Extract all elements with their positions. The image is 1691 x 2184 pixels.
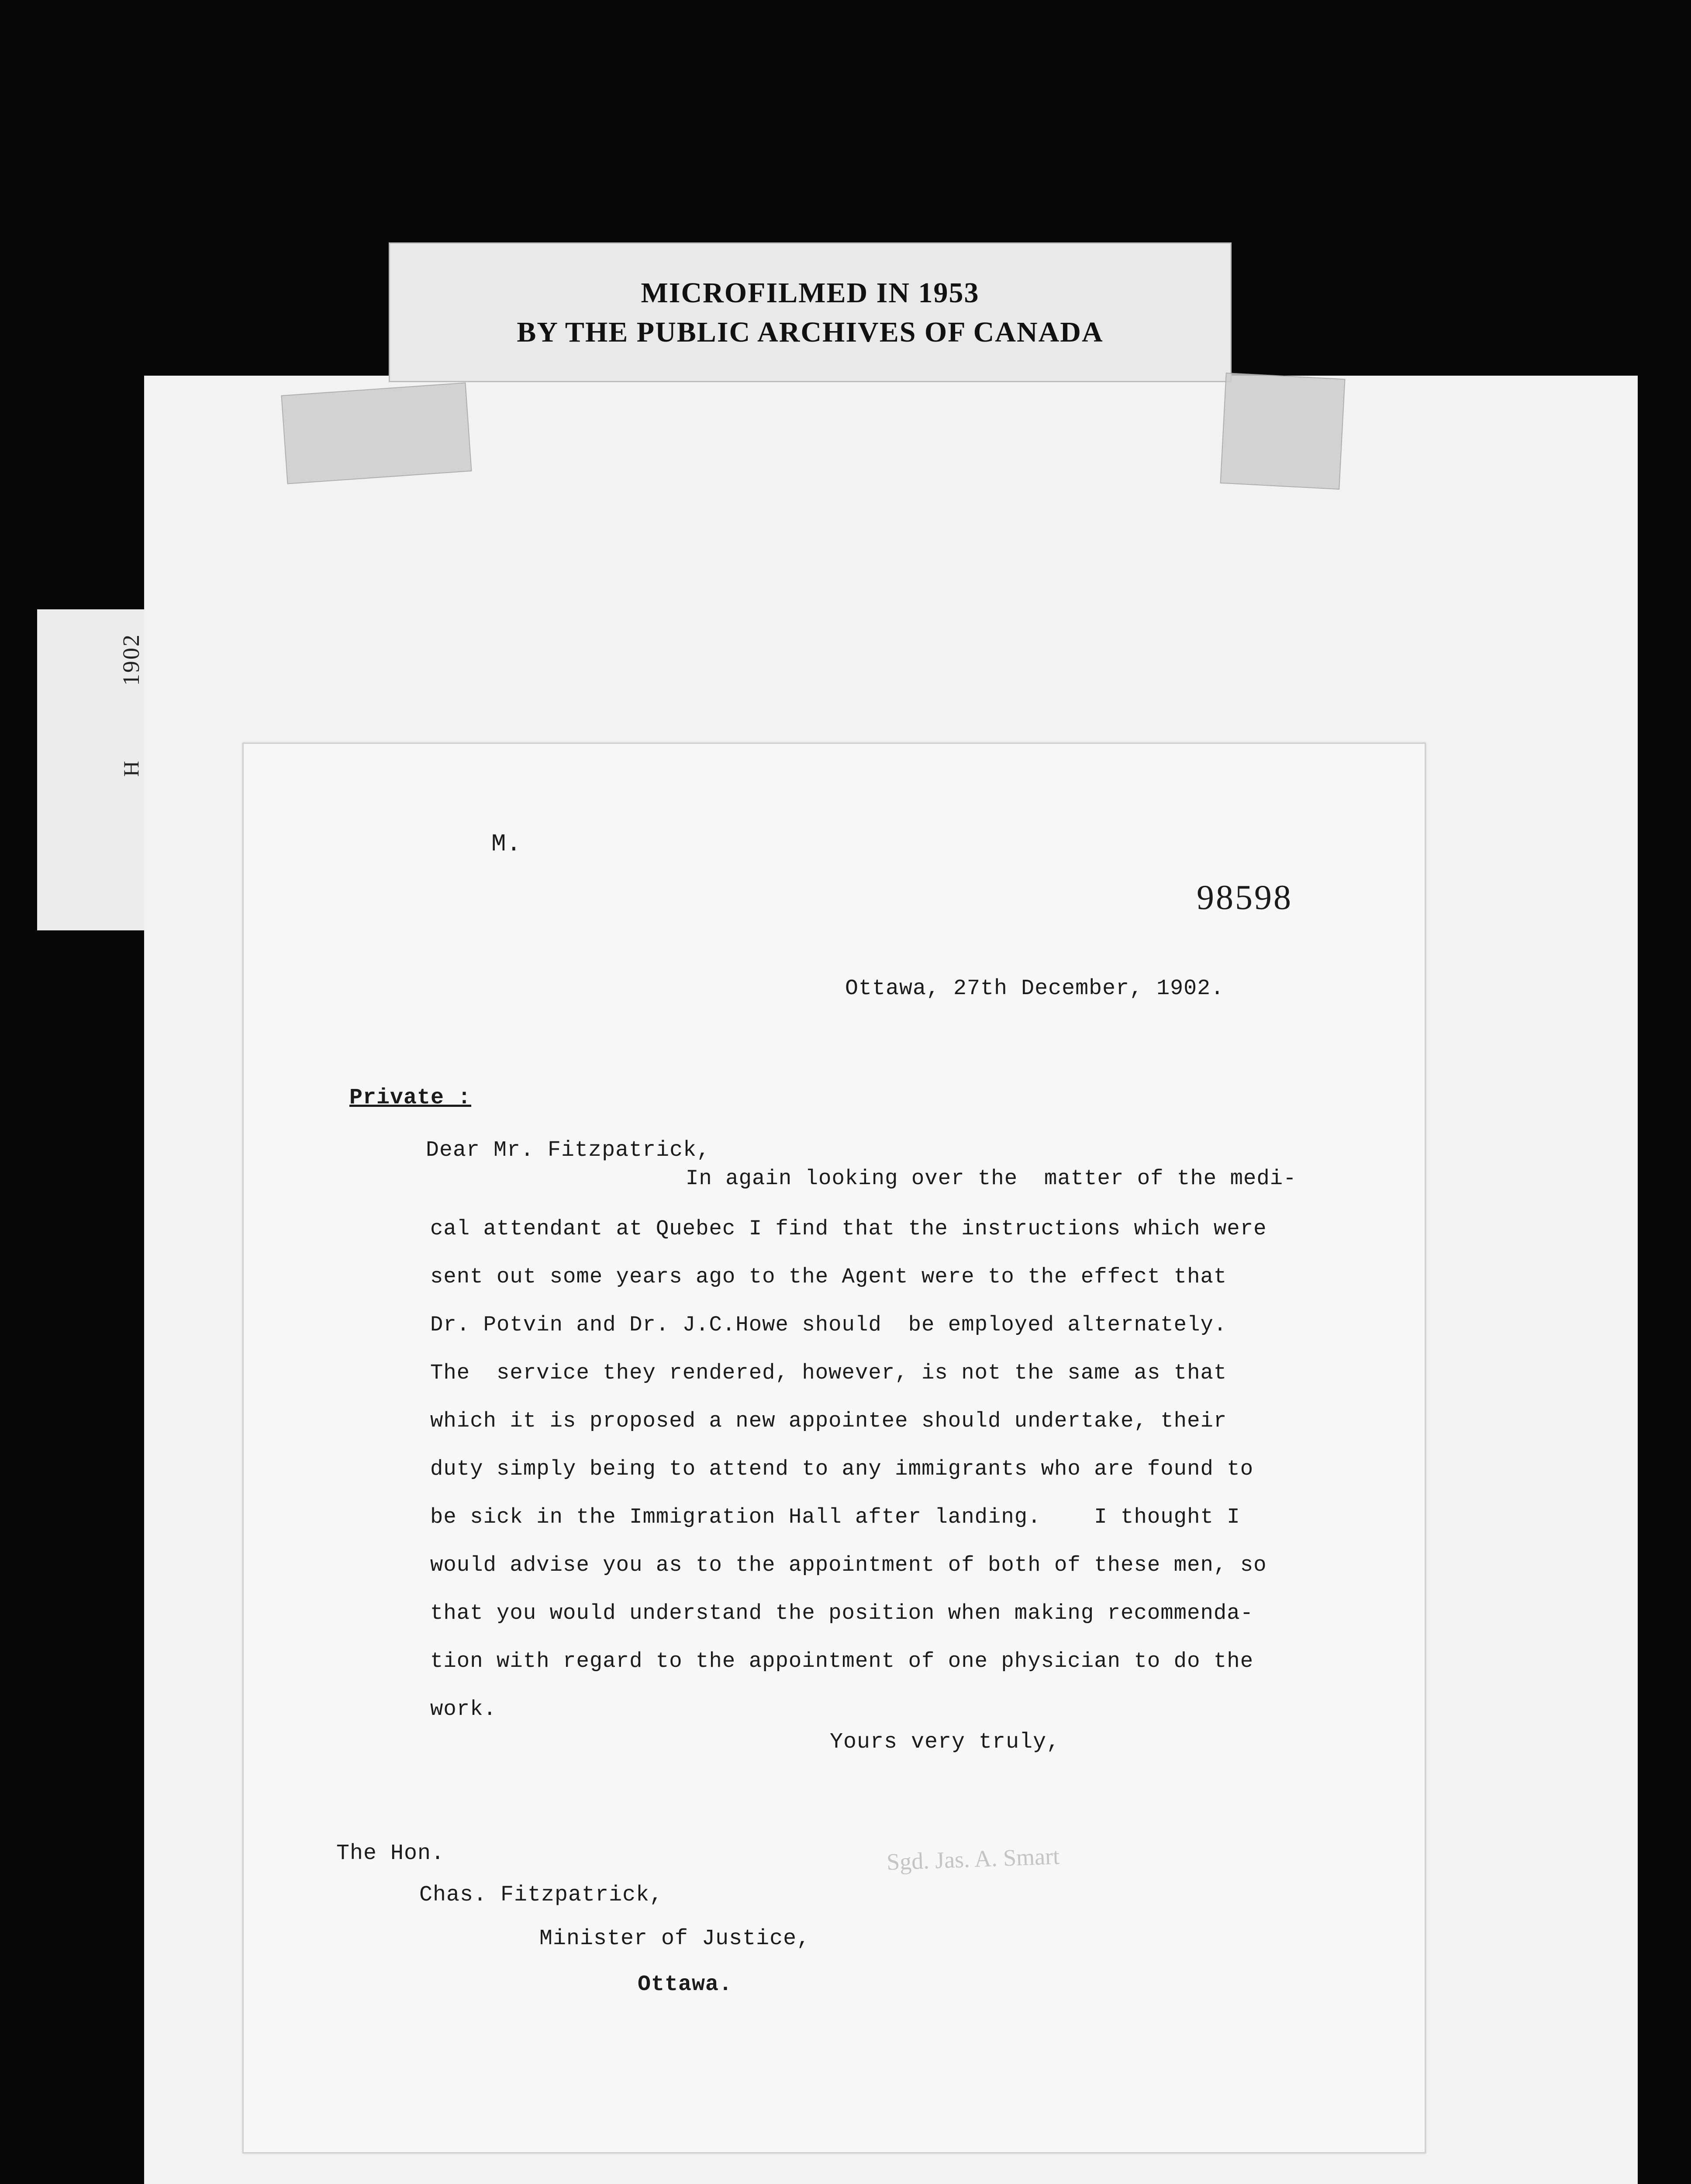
closing: Yours very truly, [830,1730,1060,1755]
body-line: The service they rendered, however, is not the same as that [430,1361,1227,1385]
letter-date: Ottawa, 27th December, 1902. [845,976,1225,1001]
salutation: Dear Mr. Fitzpatrick, [426,1138,711,1163]
address-line: Ottawa. [638,1972,733,1997]
body-line: work. [430,1697,497,1721]
address-line: The Hon. [336,1841,445,1866]
address-line: Chas. Fitzpatrick, [419,1883,663,1908]
body-line: Dr. Potvin and Dr. J.C.Howe should be employed alternately. [430,1313,1227,1337]
body-line: sent out some years ago to the Agent were to the effect that [430,1265,1227,1289]
tape-top-right [1220,373,1346,490]
header-line-1: MICROFILMED IN 1953 [641,277,980,309]
body-line: In again looking over the matter of the medi- [686,1166,1297,1191]
letter-sheet [242,743,1426,2153]
signature: Sgd. Jas. A. Smart [886,1843,1060,1875]
body-line: tion with regard to the appointment of one physician to do the [430,1649,1254,1673]
tape-top-left [281,382,472,484]
body-line: duty simply being to attend to any immigrants who are found to [430,1457,1254,1481]
body-line: would advise you as to the appointment of both of these men, so [430,1553,1267,1577]
document-number: 98598 [1197,878,1293,917]
body-line: cal attendant at Quebec I find that the instructions which were [430,1216,1267,1241]
private-marking: Private : [349,1085,472,1110]
microfilm-header-card [389,242,1232,382]
address-line: Minister of Justice, [539,1926,811,1951]
side-tab-year: 1902 [118,633,144,686]
body-line: which it is proposed a new appointee should undertake, their [430,1409,1227,1433]
header-line-2: BY THE PUBLIC ARCHIVES OF CANADA [517,316,1104,348]
body-line: be sick in the Immigration Hall after landing. I thought I [430,1505,1240,1529]
letter-initial: M. [491,830,522,858]
body-line: that you would understand the position when making recommenda- [430,1601,1254,1625]
side-tab-letter: H [119,760,143,777]
